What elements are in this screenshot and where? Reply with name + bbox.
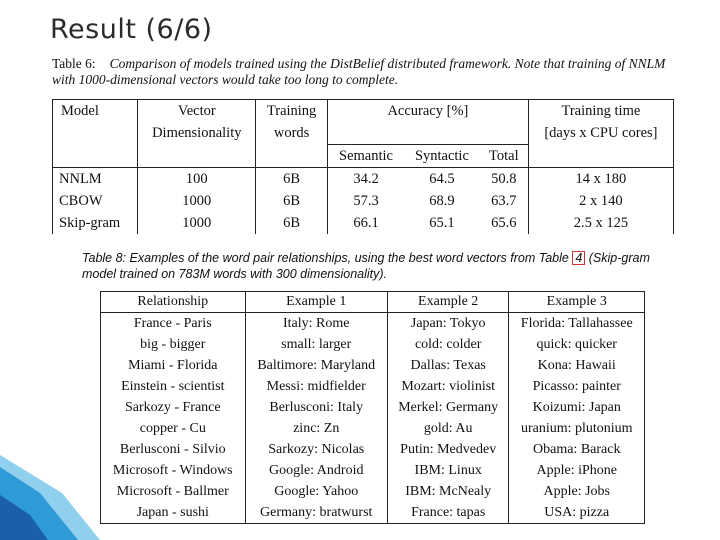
cell-relationship: Miami - Florida xyxy=(128,357,218,373)
cell-example-1: Messi: midfielder xyxy=(245,376,387,397)
cell-example-2: IBM: Linux xyxy=(387,460,509,481)
cell-syntactic: 64.5 xyxy=(429,170,455,187)
header-model: Model xyxy=(61,102,99,119)
table-row xyxy=(101,439,645,460)
cell-semantic: 34.2 xyxy=(328,168,404,191)
cell-relationship: Einstein - scientist xyxy=(121,378,225,394)
header-words: words xyxy=(256,122,328,145)
cell-total: 65.6 xyxy=(491,214,517,231)
cell-relationship: France - Paris xyxy=(133,315,212,331)
table-row xyxy=(101,376,645,397)
cell-semantic: 57.3 xyxy=(328,190,404,212)
cell-example-2: Putin: Medvedev xyxy=(387,439,509,460)
header-training: Training xyxy=(256,100,328,123)
cell-example-2: France: tapas xyxy=(387,502,509,524)
table-row xyxy=(101,397,645,418)
cell-syntactic: 68.9 xyxy=(429,192,455,209)
table8-caption-pre: Table 8: Examples of the word pair relationships, using the best word vectors from Table xyxy=(82,251,573,265)
cell-example-3: Apple: Jobs xyxy=(509,481,645,502)
table-row xyxy=(101,355,645,376)
slide-title: Result (6/6) xyxy=(50,14,213,45)
header-example-3: Example 3 xyxy=(509,292,645,313)
table-row xyxy=(101,334,645,355)
header-dimensionality: Dimensionality xyxy=(138,122,256,145)
cell-semantic: 66.1 xyxy=(328,212,404,234)
table-row xyxy=(101,481,645,502)
cell-relationship: Microsoft - Ballmer xyxy=(116,483,229,499)
header-semantic: Semantic xyxy=(328,145,404,168)
cell-example-2: Mozart: violinist xyxy=(387,376,509,397)
cell-example-1: Sarkozy: Nicolas xyxy=(245,439,387,460)
header-accuracy: Accuracy [%] xyxy=(328,100,529,123)
table8 xyxy=(100,291,645,524)
header-total: Total xyxy=(480,145,528,168)
header-example-2: Example 2 xyxy=(387,292,509,313)
header-time: Training time xyxy=(528,100,673,123)
header-example-1: Example 1 xyxy=(245,292,387,313)
cell-example-3: Florida: Tallahassee xyxy=(509,313,645,335)
table6-caption-text: Comparison of models trained using the DistBelief distributed framework. Note that training of NNLM with 1000-dimensional vectors would take too long to complete. xyxy=(52,56,666,87)
cell-example-2: Merkel: Germany xyxy=(387,397,509,418)
cell-example-1: Italy: Rome xyxy=(245,313,387,335)
table6-caption xyxy=(52,56,672,88)
header-vector: Vector xyxy=(138,100,256,123)
table6-container xyxy=(50,96,680,235)
cell-relationship: big - bigger xyxy=(140,336,206,352)
cell-example-1: small: larger xyxy=(245,334,387,355)
cell-example-3: Apple: iPhone xyxy=(509,460,645,481)
cell-words: 6B xyxy=(256,212,328,234)
cell-example-1: zinc: Zn xyxy=(245,418,387,439)
cell-time: 14 x 180 xyxy=(528,168,673,191)
cell-example-2: Japan: Tokyo xyxy=(387,313,509,335)
table-row xyxy=(101,460,645,481)
cell-example-2: Dallas: Texas xyxy=(387,355,509,376)
table-row xyxy=(101,313,645,335)
cell-relationship: Sarkozy - France xyxy=(124,399,221,415)
table6-label: Table 6: xyxy=(52,56,96,71)
cell-model: NNLM xyxy=(59,170,102,187)
cell-dim: 1000 xyxy=(138,190,256,212)
cell-example-3: Picasso: painter xyxy=(509,376,645,397)
cell-example-2: gold: Au xyxy=(387,418,509,439)
cell-example-3: USA: pizza xyxy=(509,502,645,524)
cell-example-3: quick: quicker xyxy=(509,334,645,355)
cell-model: Skip-gram xyxy=(59,214,121,231)
header-relationship: Relationship xyxy=(101,292,246,313)
cell-words: 6B xyxy=(256,190,328,212)
cell-time: 2 x 140 xyxy=(528,190,673,212)
cell-relationship: copper - Cu xyxy=(139,420,206,436)
cell-model: CBOW xyxy=(59,192,103,209)
cell-time: 2.5 x 125 xyxy=(528,212,673,234)
table-row xyxy=(53,212,674,234)
cell-example-3: Obama: Barack xyxy=(509,439,645,460)
cell-total: 63.7 xyxy=(491,192,517,209)
table6 xyxy=(52,99,674,234)
cell-example-1: Google: Android xyxy=(245,460,387,481)
table-row xyxy=(53,168,674,191)
cell-relationship: Berlusconi - Silvio xyxy=(119,441,226,457)
cell-dim: 1000 xyxy=(138,212,256,234)
cell-example-2: cold: colder xyxy=(387,334,509,355)
cell-total: 50.8 xyxy=(491,170,517,187)
table-row xyxy=(101,502,645,524)
table8-caption-post: (Skip-gram model trained on 783M words with 300 dimensionality). xyxy=(82,251,650,281)
cell-example-1: Google: Yahoo xyxy=(245,481,387,502)
cell-example-1: Berlusconi: Italy xyxy=(245,397,387,418)
table-reference-link[interactable]: 4 xyxy=(572,251,585,265)
table-row xyxy=(53,190,674,212)
cell-example-3: Koizumi: Japan xyxy=(509,397,645,418)
cell-dim: 100 xyxy=(138,168,256,191)
cell-example-1: Germany: bratwurst xyxy=(245,502,387,524)
cell-syntactic: 65.1 xyxy=(429,214,455,231)
cell-example-2: IBM: McNealy xyxy=(387,481,509,502)
header-time-units: [days x CPU cores] xyxy=(528,122,673,145)
decorative-corner-graphic xyxy=(0,455,100,540)
header-syntactic: Syntactic xyxy=(404,145,480,168)
cell-example-3: Kona: Hawaii xyxy=(509,355,645,376)
table8-caption xyxy=(82,250,662,282)
table-row xyxy=(101,418,645,439)
cell-words: 6B xyxy=(256,168,328,191)
cell-relationship: Japan - sushi xyxy=(136,504,209,520)
cell-relationship: Microsoft - Windows xyxy=(112,462,233,478)
cell-example-3: uranium: plutonium xyxy=(509,418,645,439)
cell-example-1: Baltimore: Maryland xyxy=(245,355,387,376)
